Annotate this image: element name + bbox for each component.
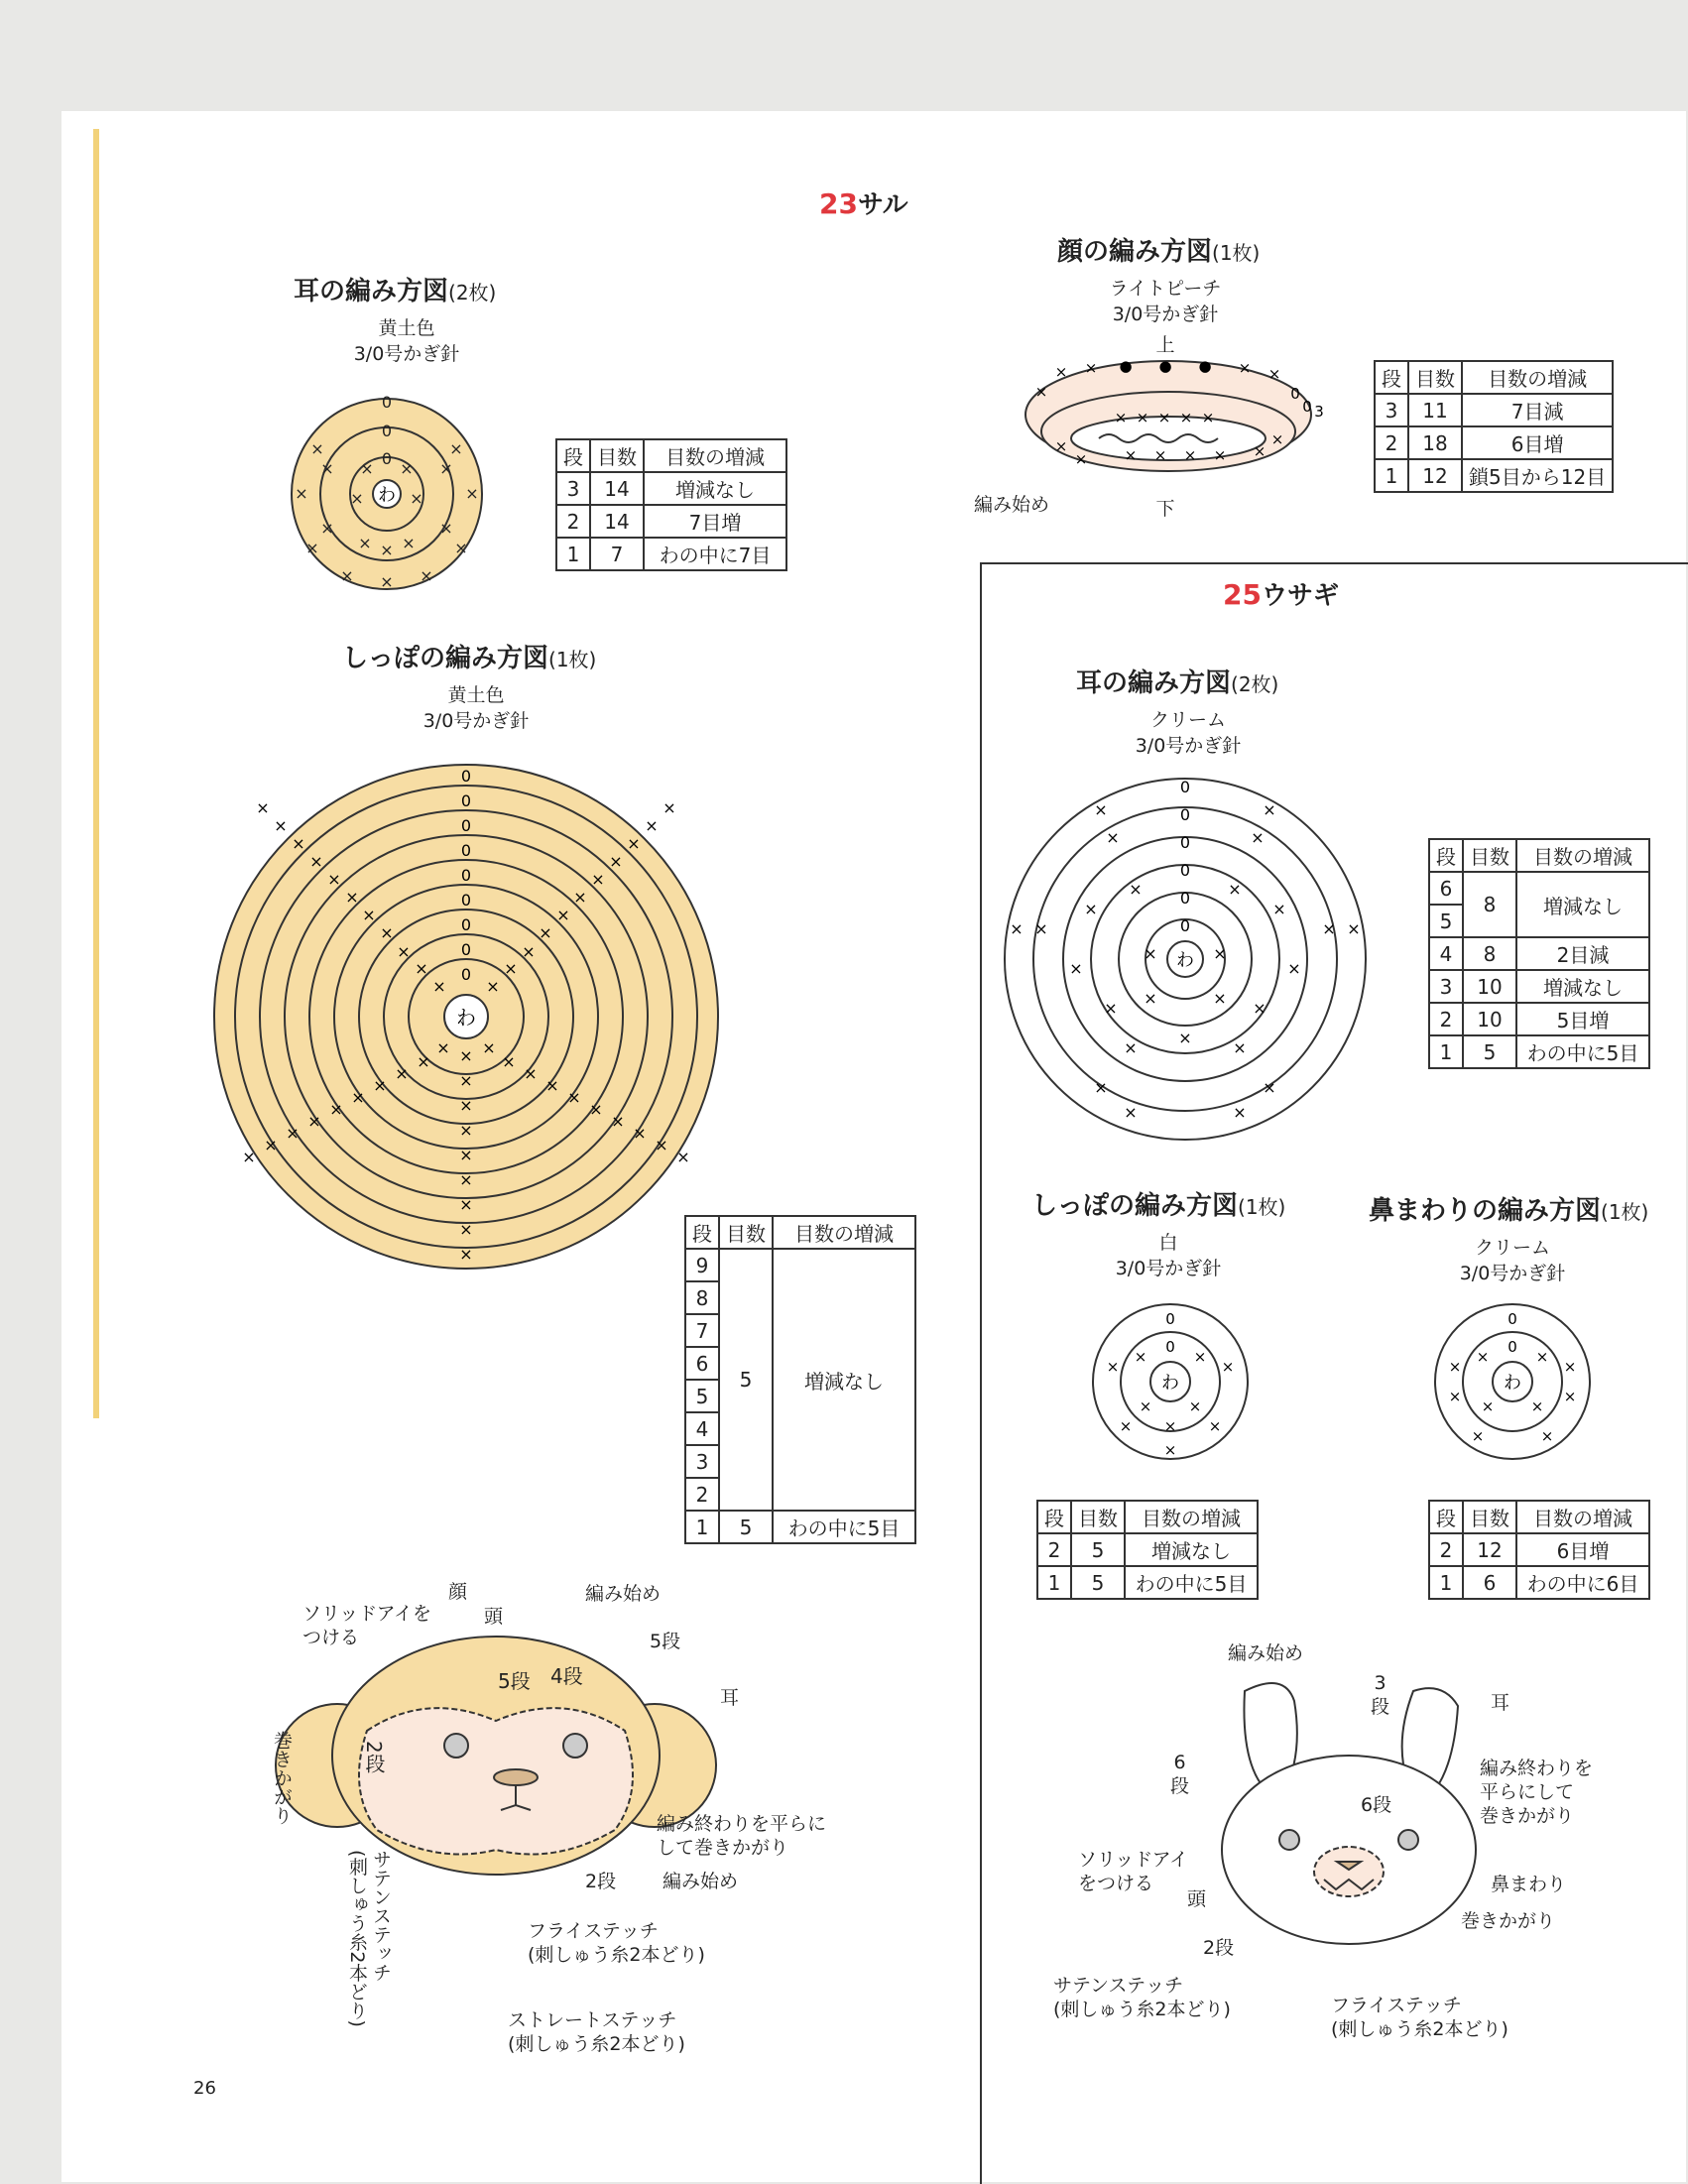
svg-text:×: × — [395, 1064, 409, 1083]
svg-text:×: × — [1228, 880, 1242, 899]
saru-asm-ear: 耳 — [720, 1687, 740, 1709]
yarn-color: 黄土色 — [378, 317, 435, 339]
usagi-nose-title: 鼻まわりの編み方図(1枚) — [1369, 1196, 1649, 1226]
svg-text:×: × — [459, 1195, 473, 1214]
svg-text:×: × — [1287, 959, 1301, 978]
svg-text:0: 0 — [1302, 398, 1312, 416]
section-title-saru — [819, 184, 908, 221]
table-row: 7 — [685, 1314, 915, 1347]
usagi-ear-title: 耳の編み方図(2枚) — [1076, 668, 1279, 698]
svg-text:×: × — [360, 459, 374, 478]
usagi-asm-r2: 2段 — [1203, 1937, 1235, 1959]
usagi-tail-caption — [1089, 1230, 1248, 1281]
table-row: 2 14 7目増 — [556, 505, 786, 538]
svg-text:×: × — [1179, 409, 1193, 426]
svg-text:0: 0 — [460, 791, 472, 810]
face-bottom-label: 下 — [1155, 498, 1175, 520]
svg-text:×: × — [1253, 442, 1266, 460]
svg-text:×: × — [350, 489, 364, 508]
svg-text:0: 0 — [1179, 861, 1191, 880]
svg-text:×: × — [242, 1148, 256, 1166]
table-row: 1 5 わの中に5目 — [1429, 1035, 1649, 1068]
svg-text:×: × — [1213, 446, 1227, 464]
saru-asm-r4: 4段 — [550, 1664, 583, 1688]
saru-asm-r5-center: 5段 — [498, 1669, 531, 1693]
svg-text:×: × — [1054, 437, 1068, 455]
table-row: 5 — [1429, 905, 1649, 937]
svg-text:3: 3 — [1314, 403, 1324, 421]
svg-text:×: × — [380, 572, 394, 591]
saru-face-chart — [1022, 357, 1324, 491]
svg-text:×: × — [459, 1046, 473, 1065]
svg-text:×: × — [502, 1052, 516, 1071]
svg-text:×: × — [1563, 1388, 1577, 1405]
table-header-row: 段 目数 目数の増減 — [685, 1216, 915, 1249]
svg-text:×: × — [1124, 446, 1138, 464]
svg-text:×: × — [611, 1112, 625, 1131]
svg-text:0: 0 — [460, 940, 472, 959]
svg-text:0: 0 — [460, 915, 472, 934]
svg-text:×: × — [439, 519, 453, 538]
hook-size: 3/0号かぎ針 — [353, 343, 460, 365]
svg-text:×: × — [454, 539, 468, 557]
svg-text:×: × — [663, 798, 676, 817]
svg-text:×: × — [459, 1220, 473, 1239]
saru-ear-chart — [288, 395, 486, 593]
svg-text:×: × — [1034, 383, 1048, 401]
svg-text:0: 0 — [460, 891, 472, 910]
svg-text:×: × — [362, 906, 376, 924]
saru-tail-title: しっぽの編み方図(1枚) — [342, 644, 597, 673]
saru-face-table — [1374, 360, 1614, 493]
svg-text:×: × — [1134, 1348, 1147, 1366]
svg-text:0: 0 — [381, 393, 393, 412]
usagi-asm-r3: 3 段 — [1371, 1672, 1390, 1718]
usagi-asm-eye: ソリッドアイ をつける — [1078, 1849, 1188, 1894]
table-row: 1 5 わの中に5目 — [1037, 1566, 1258, 1599]
svg-text:0: 0 — [381, 422, 393, 440]
hook-size: 3/0号かぎ針 — [1459, 1263, 1566, 1284]
svg-text:×: × — [1201, 409, 1215, 426]
usagi-asm-satin: サテンステッチ (刺しゅう糸2本どり) — [1053, 1975, 1231, 2020]
svg-text:×: × — [1253, 999, 1266, 1018]
usagi-ear-caption — [1109, 707, 1267, 759]
saru-asm-r2-bottom: 2段 — [585, 1871, 617, 1892]
svg-text:×: × — [486, 977, 500, 996]
usagi-nose-caption — [1433, 1235, 1592, 1286]
svg-text:×: × — [402, 534, 416, 552]
svg-text:×: × — [310, 439, 324, 458]
svg-text:×: × — [320, 519, 334, 538]
svg-text:×: × — [504, 959, 518, 978]
svg-text:×: × — [1251, 828, 1265, 847]
svg-text:×: × — [1476, 1348, 1490, 1366]
svg-text:×: × — [1530, 1397, 1544, 1415]
section-number: 23 — [819, 187, 858, 220]
svg-text:0: 0 — [460, 965, 472, 984]
svg-text:0: 0 — [460, 767, 472, 786]
svg-text:×: × — [449, 439, 463, 458]
saru-ear-title: 耳の編み方図(2枚) — [294, 277, 497, 306]
svg-text:×: × — [1124, 1103, 1138, 1122]
svg-text:×: × — [1163, 1417, 1177, 1435]
section-title-usagi — [1223, 575, 1339, 612]
table-header-row: 段 目数 目数の増減 — [1037, 1501, 1258, 1533]
yarn-color: クリーム — [1474, 1237, 1550, 1259]
svg-text:×: × — [1322, 919, 1336, 938]
svg-text:×: × — [410, 489, 423, 508]
svg-text:×: × — [1010, 919, 1024, 938]
hook-size: 3/0号かぎ針 — [1112, 303, 1219, 325]
svg-text:×: × — [417, 1052, 430, 1071]
table-row: 6 — [685, 1347, 915, 1380]
svg-text:×: × — [1233, 1038, 1247, 1057]
table-row: 3 11 7目減 — [1375, 394, 1613, 426]
section-name: サル — [857, 190, 908, 220]
svg-text:わ: わ — [1504, 1373, 1521, 1394]
table-row: 8 — [685, 1281, 915, 1314]
svg-text:×: × — [459, 1071, 473, 1090]
saru-tail-table — [684, 1215, 916, 1544]
table-row: 2 5 増減なし — [1037, 1533, 1258, 1566]
section-name: ウサギ — [1261, 581, 1339, 611]
saru-tail-caption — [397, 682, 555, 734]
table-row: 2 10 5目増 — [1429, 1003, 1649, 1035]
saru-asm-whip-left: 巻きかがり — [271, 1731, 293, 1825]
svg-text:×: × — [1119, 1417, 1133, 1435]
svg-text:わ: わ — [1176, 950, 1194, 971]
usagi-tail-title: しっぽの編み方図(1枚) — [1031, 1191, 1286, 1221]
table-header-row: 段 目数 目数の増減 — [556, 439, 786, 472]
saru-asm-start-bottom: 編み始め — [663, 1871, 739, 1892]
svg-text:●: ● — [1158, 357, 1172, 375]
svg-text:×: × — [1471, 1427, 1485, 1445]
svg-text:0: 0 — [1507, 1310, 1517, 1328]
face-start-label: 編み始め — [974, 494, 1050, 516]
svg-text:×: × — [609, 852, 623, 871]
table-header-row: 段 目数 目数の増減 — [1375, 361, 1613, 394]
svg-text:×: × — [1193, 1348, 1207, 1366]
svg-text:×: × — [573, 888, 587, 907]
saru-asm-r5-right: 5段 — [650, 1631, 681, 1652]
svg-text:0: 0 — [1179, 805, 1191, 824]
svg-text:×: × — [1094, 800, 1108, 819]
svg-text:×: × — [1084, 359, 1098, 377]
svg-text:×: × — [459, 1146, 473, 1164]
table-row: 1 7 わの中に7目 — [556, 538, 786, 570]
svg-text:×: × — [545, 1076, 559, 1095]
svg-text:×: × — [1238, 359, 1252, 377]
svg-text:×: × — [1144, 944, 1157, 963]
svg-text:×: × — [524, 1064, 538, 1083]
svg-text:×: × — [320, 459, 334, 478]
svg-text:×: × — [482, 1038, 496, 1057]
yarn-color: 白 — [1158, 1232, 1178, 1254]
svg-text:×: × — [1183, 446, 1197, 464]
saru-ear-table — [555, 438, 787, 571]
svg-text:×: × — [439, 459, 453, 478]
usagi-tail-table — [1036, 1500, 1259, 1600]
svg-text:×: × — [1144, 989, 1157, 1008]
svg-text:×: × — [1263, 800, 1276, 819]
svg-text:×: × — [1114, 409, 1128, 426]
svg-text:0: 0 — [460, 816, 472, 835]
svg-text:×: × — [522, 942, 536, 961]
svg-text:×: × — [329, 1100, 343, 1119]
table-header-row: 段 目数 目数の増減 — [1429, 1501, 1649, 1533]
svg-text:×: × — [1540, 1427, 1554, 1445]
yarn-color: クリーム — [1149, 709, 1226, 731]
svg-text:×: × — [1153, 446, 1167, 464]
svg-text:×: × — [589, 1100, 603, 1119]
svg-text:0: 0 — [1165, 1338, 1175, 1356]
table-row: 3 10 増減なし — [1429, 970, 1649, 1003]
svg-text:×: × — [397, 942, 411, 961]
svg-text:×: × — [256, 798, 270, 817]
svg-text:わ: わ — [456, 1006, 476, 1030]
svg-text:×: × — [309, 852, 323, 871]
svg-text:0: 0 — [1179, 778, 1191, 796]
svg-text:×: × — [1129, 880, 1143, 899]
table-row: 4 8 2目減 — [1429, 937, 1649, 970]
svg-text:×: × — [380, 541, 394, 559]
svg-text:×: × — [1208, 1417, 1222, 1435]
svg-text:0: 0 — [460, 866, 472, 885]
svg-text:×: × — [633, 1124, 647, 1143]
svg-text:×: × — [1157, 409, 1171, 426]
svg-text:×: × — [1221, 1358, 1235, 1376]
saru-asm-straight: ストレートステッチ (刺しゅう糸2本どり) — [508, 2009, 685, 2055]
saru-face-title: 顔の編み方図(1枚) — [1057, 237, 1261, 267]
saru-asm-head: 頭 — [484, 1606, 504, 1628]
svg-text:×: × — [1347, 919, 1361, 938]
svg-text:×: × — [1272, 900, 1286, 918]
svg-text:×: × — [1074, 450, 1088, 468]
usagi-asm-start: 編み始め — [1228, 1642, 1304, 1664]
svg-text:×: × — [1106, 828, 1120, 847]
svg-text:×: × — [539, 923, 552, 942]
saru-asm-r2-left: 2段 — [362, 1741, 386, 1773]
svg-text:×: × — [556, 906, 570, 924]
svg-text:×: × — [459, 1096, 473, 1115]
svg-text:×: × — [459, 1121, 473, 1140]
svg-text:×: × — [645, 816, 659, 835]
svg-text:×: × — [655, 1136, 668, 1154]
svg-text:×: × — [1267, 365, 1281, 383]
saru-ear-caption — [327, 315, 486, 367]
svg-text:×: × — [627, 834, 641, 853]
svg-text:×: × — [1448, 1358, 1462, 1376]
svg-text:0: 0 — [1507, 1338, 1517, 1356]
saru-tail-chart — [213, 764, 719, 1270]
svg-text:×: × — [465, 484, 479, 503]
table-row: 1 5 わの中に5目 — [685, 1511, 915, 1543]
table-row: 3 14 増減なし — [556, 472, 786, 505]
usagi-asm-r6-left: 6 段 — [1170, 1752, 1190, 1797]
svg-text:●: ● — [1119, 357, 1133, 375]
svg-text:×: × — [1034, 919, 1048, 938]
table-row: 1 6 わの中に6目 — [1429, 1566, 1649, 1599]
usagi-asm-finish: 編み終わりを 平らにして 巻きかがり — [1480, 1758, 1594, 1827]
svg-text:×: × — [415, 959, 428, 978]
usagi-asm-nose: 鼻まわり — [1491, 1874, 1567, 1895]
svg-text:×: × — [1213, 989, 1227, 1008]
usagi-tail-chart — [1091, 1302, 1250, 1461]
usagi-asm-ear: 耳 — [1491, 1692, 1510, 1714]
table-header-row: 段 目数 目数の増減 — [1429, 839, 1649, 872]
svg-text:×: × — [1270, 430, 1284, 448]
svg-text:×: × — [1084, 900, 1098, 918]
svg-text:×: × — [459, 1170, 473, 1189]
usagi-nose-chart — [1433, 1302, 1592, 1461]
svg-text:×: × — [1481, 1397, 1495, 1415]
yarn-color: 黄土色 — [447, 684, 505, 706]
svg-text:×: × — [351, 1088, 365, 1107]
svg-text:×: × — [1535, 1348, 1549, 1366]
svg-text:0: 0 — [381, 449, 393, 468]
table-row: 4 — [685, 1412, 915, 1445]
svg-text:×: × — [436, 1038, 450, 1057]
svg-text:×: × — [307, 1112, 321, 1131]
svg-text:×: × — [1054, 363, 1068, 381]
saru-asm-face: 顔 — [448, 1581, 468, 1603]
saru-face-caption — [1086, 276, 1245, 327]
svg-text:×: × — [345, 888, 359, 907]
svg-text:×: × — [1188, 1397, 1202, 1415]
usagi-asm-whip: 巻きかがり — [1461, 1910, 1556, 1932]
usagi-ear-chart — [1002, 776, 1369, 1143]
svg-text:0: 0 — [1179, 833, 1191, 852]
hook-size: 3/0号かぎ針 — [422, 710, 530, 732]
svg-text:×: × — [274, 816, 288, 835]
svg-text:0: 0 — [1179, 889, 1191, 908]
svg-text:0: 0 — [1165, 1310, 1175, 1328]
svg-text:×: × — [1448, 1388, 1462, 1405]
yarn-color: ライトピーチ — [1109, 278, 1222, 300]
svg-text:×: × — [327, 870, 341, 889]
svg-text:×: × — [1563, 1358, 1577, 1376]
svg-text:×: × — [432, 977, 446, 996]
svg-text:わ: わ — [1161, 1373, 1179, 1394]
saru-asm-fly: フライステッチ (刺しゅう糸2本どり) — [528, 1920, 705, 1966]
saru-asm-satin: サテンステッチ (刺しゅう糸2本どり) — [346, 1850, 392, 2027]
table-row: 3 — [685, 1445, 915, 1478]
svg-text:×: × — [1106, 1358, 1120, 1376]
svg-text:×: × — [292, 834, 305, 853]
svg-text:×: × — [286, 1124, 300, 1143]
hook-size: 3/0号かぎ針 — [1115, 1258, 1222, 1279]
svg-text:×: × — [459, 1245, 473, 1264]
svg-text:×: × — [1094, 1078, 1108, 1097]
saru-asm-eye: ソリッドアイを つける — [302, 1603, 431, 1648]
saru-asm-start-top: 編み始め — [585, 1583, 662, 1605]
svg-text:×: × — [1139, 1397, 1152, 1415]
svg-text:×: × — [1124, 1038, 1138, 1057]
table-row: 2 12 6目増 — [1429, 1533, 1649, 1566]
section-number: 25 — [1223, 578, 1262, 611]
svg-text:×: × — [1136, 409, 1149, 426]
svg-text:0: 0 — [460, 841, 472, 860]
svg-text:×: × — [380, 923, 394, 942]
hook-size: 3/0号かぎ針 — [1135, 735, 1242, 757]
table-row: 2 — [685, 1478, 915, 1511]
svg-text:×: × — [305, 539, 319, 557]
ring-label: わ — [378, 485, 396, 506]
svg-text:×: × — [340, 566, 354, 585]
svg-text:×: × — [1263, 1078, 1276, 1097]
svg-text:×: × — [295, 484, 308, 503]
svg-text:0: 0 — [1179, 916, 1191, 935]
svg-text:×: × — [1178, 1029, 1192, 1047]
usagi-asm-r6-center: 6段 — [1361, 1794, 1392, 1816]
svg-text:×: × — [1213, 944, 1227, 963]
svg-text:×: × — [1104, 999, 1118, 1018]
usagi-assembly-illustration — [1215, 1671, 1483, 1949]
table-row: 9 5 増減なし — [685, 1249, 915, 1281]
table-row: 2 18 6目増 — [1375, 426, 1613, 459]
svg-text:0: 0 — [1290, 385, 1300, 403]
svg-text:×: × — [1069, 959, 1083, 978]
svg-text:×: × — [1233, 1103, 1247, 1122]
svg-text:×: × — [567, 1088, 581, 1107]
svg-text:×: × — [1163, 1441, 1177, 1459]
svg-text:×: × — [358, 534, 372, 552]
usagi-nose-table — [1428, 1500, 1650, 1600]
svg-text:×: × — [400, 459, 414, 478]
page-number: 26 — [193, 2078, 216, 2099]
face-top-label: 上 — [1155, 334, 1175, 356]
table-row: 1 12 鎖5目から12目 — [1375, 459, 1613, 492]
svg-text:●: ● — [1198, 357, 1212, 375]
svg-text:×: × — [264, 1136, 278, 1154]
svg-text:×: × — [676, 1148, 690, 1166]
usagi-ear-table — [1428, 838, 1650, 1069]
usagi-asm-head: 頭 — [1187, 1888, 1207, 1910]
usagi-asm-fly: フライステッチ (刺しゅう糸2本どり) — [1331, 1995, 1508, 2040]
svg-text:×: × — [591, 870, 605, 889]
page-edge-stripe — [93, 129, 99, 1418]
table-row: 5 — [685, 1380, 915, 1412]
saru-asm-finish: 編み終わりを平らに して巻きかがり — [657, 1813, 827, 1859]
svg-text:×: × — [373, 1076, 387, 1095]
svg-text:×: × — [420, 566, 433, 585]
table-row: 6 8 増減なし — [1429, 872, 1649, 905]
